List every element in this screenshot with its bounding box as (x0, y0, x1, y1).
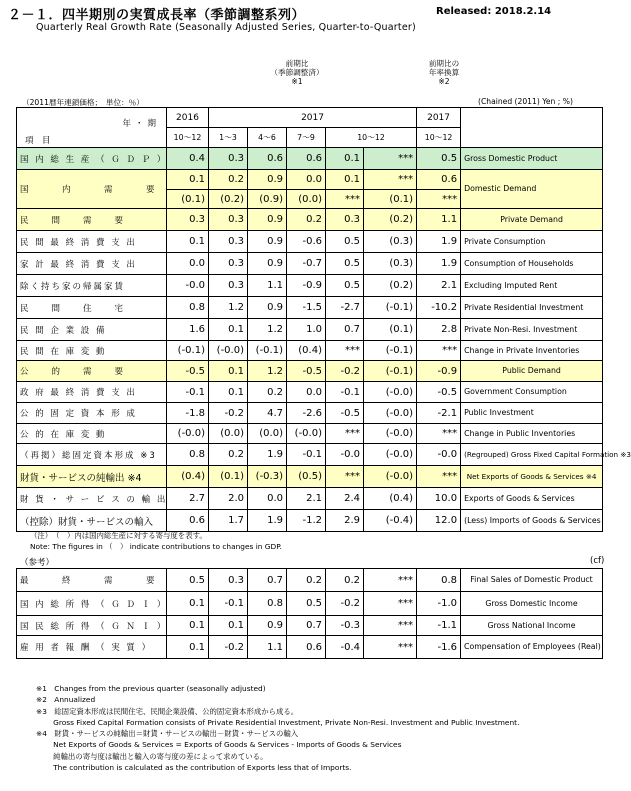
value-cell: -0.1 (209, 592, 248, 616)
annual-note-line: 年率換算 (428, 68, 460, 77)
value-cell: *** (364, 592, 417, 616)
page-subtitle: Quarterly Real Growth Rate (Seasonally Adjusted Series, Quarter-to-Quarter) (36, 22, 416, 33)
row-label-en: Compensation of Employees (Real) (461, 636, 603, 659)
table-row (17, 231, 603, 253)
value-cell: 0.2 (209, 444, 248, 466)
value-cell: -1.8 (167, 403, 209, 424)
value-cell: 0.7 (287, 616, 326, 636)
row-label-ja: 除く持ち家の帰属家賃 (17, 275, 167, 297)
value-cell: -0.2 (209, 403, 248, 424)
header-quarter: 10～12 (326, 128, 417, 148)
value-cell: (-0.0) (364, 382, 417, 403)
table-row (17, 466, 603, 488)
row-label-ja: 民 間 住 宅 (17, 297, 167, 319)
footnote: Net Exports of Goods & Services = Exports of Goods & Services - Imports of Goods & Services (36, 740, 402, 750)
header-row-label: 年・期 (122, 119, 160, 129)
reference-row (17, 616, 603, 636)
value-cell: 0.5 (287, 592, 326, 616)
value-cell: -2.1 (417, 403, 461, 424)
value-cell: 1.9 (417, 231, 461, 253)
value-cell: (0.4) (364, 488, 417, 510)
value-cell: *** (364, 636, 417, 659)
value-cell: 0.1 (209, 361, 248, 382)
value-cell: -0.2 (326, 361, 364, 382)
header-quarter: 10～12 (417, 128, 461, 148)
value-cell: *** (417, 424, 461, 444)
value-cell: 0.8 (417, 569, 461, 592)
table-row (17, 148, 603, 170)
value-cell: 2.8 (417, 319, 461, 341)
value-cell: -0.1 (326, 382, 364, 403)
value-cell: 0.1 (167, 636, 209, 659)
value-cell: (-0.1) (364, 341, 417, 361)
value-cell: 0.1 (167, 231, 209, 253)
value-cell: *** (326, 341, 364, 361)
value-cell: 0.1 (167, 170, 209, 190)
value-cell: (0.2) (209, 190, 248, 209)
value-cell: -0.9 (287, 275, 326, 297)
value-cell: *** (364, 148, 417, 170)
value-cell: 0.5 (326, 253, 364, 275)
header-en-blank (461, 108, 603, 148)
value-cell: (0.0) (287, 190, 326, 209)
row-label-ja: 民 間 在 庫 変 動 (17, 341, 167, 361)
value-cell: -1.2 (287, 510, 326, 532)
value-cell: -0.0 (167, 275, 209, 297)
row-label-ja: 国 民 総 所 得 （ Ｇ Ｎ Ｉ ） (17, 616, 167, 636)
table-row (17, 341, 603, 361)
value-cell: *** (326, 424, 364, 444)
value-cell: 0.0 (167, 253, 209, 275)
reference-row (17, 636, 603, 659)
value-cell: -10.2 (417, 297, 461, 319)
value-cell: 0.3 (326, 209, 364, 231)
value-cell: 0.2 (287, 569, 326, 592)
value-cell: (-0.3) (248, 466, 287, 488)
value-cell: (0.3) (364, 231, 417, 253)
value-cell: 0.5 (326, 275, 364, 297)
qoq-note (252, 59, 342, 86)
value-cell: (-0.4) (364, 510, 417, 532)
value-cell: 0.9 (248, 616, 287, 636)
row-label-en: Exports of Goods & Services (461, 488, 603, 510)
value-cell: 0.3 (209, 209, 248, 231)
value-cell: (-0.0) (209, 341, 248, 361)
header-quarter: 7～9 (287, 128, 326, 148)
row-label-en: Gross Domestic Product (461, 148, 603, 170)
value-cell: 1.0 (287, 319, 326, 341)
reference-table (16, 568, 603, 659)
value-cell: 1.1 (248, 636, 287, 659)
table-row (17, 253, 603, 275)
annual-note-line: ※2 (438, 77, 450, 86)
value-cell: 0.5 (417, 148, 461, 170)
table-row (17, 170, 603, 190)
table-row (17, 488, 603, 510)
value-cell: (0.3) (364, 253, 417, 275)
footnote: ※2 Annualized (36, 695, 96, 705)
table-row (17, 297, 603, 319)
row-label-ja: 最 終 需 要 (17, 569, 167, 592)
header-quarter: 1～3 (209, 128, 248, 148)
value-cell: 1.1 (417, 209, 461, 231)
value-cell: (0.9) (248, 190, 287, 209)
value-cell: 1.9 (248, 444, 287, 466)
value-cell: 1.2 (248, 319, 287, 341)
row-label-ja: 民 間 最 終 消 費 支 出 (17, 231, 167, 253)
value-cell: 2.9 (326, 510, 364, 532)
value-cell: *** (364, 170, 417, 190)
footnote: Gross Fixed Capital Formation consists of Private Residential Investment, Private Non-Resi. Investment and Public Investment. (36, 717, 520, 727)
value-cell: 0.1 (326, 170, 364, 190)
value-cell: 0.3 (167, 209, 209, 231)
table-row (17, 361, 603, 382)
value-cell: 0.2 (209, 170, 248, 190)
header-quarter: 10～12 (167, 128, 209, 148)
header-corner (17, 108, 167, 148)
value-cell: 0.6 (417, 170, 461, 190)
table-note (30, 530, 282, 552)
row-label-en: Gross National Income (461, 616, 603, 636)
value-cell: 0.3 (209, 231, 248, 253)
value-cell: -0.3 (326, 616, 364, 636)
value-cell: 0.6 (248, 148, 287, 170)
qoq-note-line: 前期比 (285, 59, 309, 68)
value-cell: 0.3 (209, 569, 248, 592)
value-cell: 0.8 (167, 444, 209, 466)
value-cell: (-0.1) (248, 341, 287, 361)
value-cell: 0.4 (167, 148, 209, 170)
value-cell: 2.1 (287, 488, 326, 510)
value-cell: -0.5 (167, 361, 209, 382)
row-label-en: Private Residential Investment (461, 297, 603, 319)
qoq-note-line: ※1 (291, 77, 303, 86)
value-cell: (-0.1) (364, 361, 417, 382)
value-cell: 0.9 (248, 170, 287, 190)
annual-note-line: 前期比の (428, 59, 460, 68)
release-date: Released: 2018.2.14 (436, 6, 552, 17)
value-cell: 0.6 (167, 510, 209, 532)
row-label-en: Gross Domestic Income (461, 592, 603, 616)
row-label-ja: 公 的 固 定 資 本 形 成 (17, 403, 167, 424)
value-cell: 0.8 (167, 297, 209, 319)
value-cell: -0.7 (287, 253, 326, 275)
value-cell: -0.6 (287, 231, 326, 253)
value-cell: 1.6 (167, 319, 209, 341)
value-cell: 0.9 (248, 297, 287, 319)
value-cell: 1.1 (248, 275, 287, 297)
row-label-ja: （控除）財貨・サービスの輸入 (17, 510, 167, 532)
value-cell: *** (417, 190, 461, 209)
value-cell: -0.5 (417, 382, 461, 403)
value-cell: -0.1 (287, 444, 326, 466)
row-label-en: (Less) Imports of Goods & Services (461, 510, 603, 532)
value-cell: 0.9 (248, 209, 287, 231)
value-cell: *** (417, 341, 461, 361)
value-cell: 0.3 (209, 253, 248, 275)
row-label-en: Private Demand (461, 209, 603, 231)
value-cell: -2.7 (326, 297, 364, 319)
value-cell: (-0.0) (364, 466, 417, 488)
footnote: ※3 総固定資本形成は民間住宅、民間企業設備、公的固定資本形成から成る。 (36, 706, 299, 716)
value-cell: *** (364, 569, 417, 592)
footnote: ※1 Changes from the previous quarter (seasonally adjusted) (36, 684, 266, 693)
value-cell: 0.3 (209, 275, 248, 297)
table-row (17, 510, 603, 532)
value-cell: (0.2) (364, 209, 417, 231)
table-row (17, 403, 603, 424)
table-row (17, 424, 603, 444)
footnote: 純輸出の寄与度は輸出と輸入の寄与度の差によって求めている。 (36, 751, 268, 761)
row-label-en: Public Demand (461, 361, 603, 382)
table-note-en: Note: The figures in （ ） indicate contributions to changes in GDP. (30, 542, 282, 551)
value-cell: 0.2 (287, 209, 326, 231)
value-cell: -0.2 (326, 592, 364, 616)
value-cell: *** (417, 466, 461, 488)
value-cell: 0.7 (248, 569, 287, 592)
value-cell: 0.0 (287, 170, 326, 190)
row-label-en: Net Exports of Goods & Services ※4 (461, 466, 603, 488)
table-row (17, 382, 603, 403)
value-cell: 0.1 (209, 616, 248, 636)
value-cell: (0.0) (248, 424, 287, 444)
value-cell: (0.4) (167, 466, 209, 488)
value-cell: (-0.0) (167, 424, 209, 444)
row-label-en: Change in Private Inventories (461, 341, 603, 361)
value-cell: 2.7 (167, 488, 209, 510)
value-cell: 2.0 (209, 488, 248, 510)
value-cell: -1.0 (417, 592, 461, 616)
value-cell: -1.5 (287, 297, 326, 319)
value-cell: 0.0 (287, 382, 326, 403)
value-cell: 0.1 (209, 382, 248, 403)
value-cell: (-0.1) (364, 297, 417, 319)
value-cell: 0.3 (209, 148, 248, 170)
value-cell: 1.7 (209, 510, 248, 532)
row-label-ja: 民 間 需 要 (17, 209, 167, 231)
row-label-ja: 公 的 需 要 (17, 361, 167, 382)
value-cell: 1.9 (417, 253, 461, 275)
value-cell: 2.1 (417, 275, 461, 297)
row-label-en: Final Sales of Domestic Product (461, 569, 603, 592)
value-cell: 0.0 (248, 488, 287, 510)
row-label-ja: 国 内 需 要 (17, 170, 167, 209)
value-cell: (0.1) (364, 319, 417, 341)
value-cell: -0.0 (417, 444, 461, 466)
row-label-ja: 民 間 企 業 設 備 (17, 319, 167, 341)
value-cell: -0.2 (209, 636, 248, 659)
value-cell: (-0.0) (364, 444, 417, 466)
value-cell: (0.1) (167, 190, 209, 209)
value-cell: -0.0 (326, 444, 364, 466)
value-cell: 0.1 (167, 616, 209, 636)
value-cell: -0.5 (287, 361, 326, 382)
value-cell: (-0.1) (167, 341, 209, 361)
header-year-2017: 2017 (209, 108, 417, 128)
value-cell: 4.7 (248, 403, 287, 424)
value-cell: 2.4 (326, 488, 364, 510)
value-cell: -2.6 (287, 403, 326, 424)
table-row (17, 275, 603, 297)
value-cell: 0.2 (326, 569, 364, 592)
reference-row (17, 592, 603, 616)
value-cell: (0.2) (364, 275, 417, 297)
table-row (17, 209, 603, 231)
value-cell: *** (326, 190, 364, 209)
value-cell: 0.6 (287, 148, 326, 170)
value-cell: (0.1) (209, 466, 248, 488)
qoq-note-line: （季節調整済） (270, 68, 324, 77)
value-cell: -0.9 (417, 361, 461, 382)
value-cell: (-0.0) (364, 403, 417, 424)
row-label-en: Change in Public Inventories (461, 424, 603, 444)
value-cell: 1.2 (209, 297, 248, 319)
value-cell: 1.2 (248, 361, 287, 382)
row-label-ja: 公 的 在 庫 変 動 (17, 424, 167, 444)
row-label-ja: （再掲）総固定資本形成 ※3 (17, 444, 167, 466)
value-cell: -0.4 (326, 636, 364, 659)
value-cell: 0.7 (326, 319, 364, 341)
table-note-ja: （注） （ ）内は国内総生産に対する寄与度を表す。 (30, 531, 207, 540)
header-year-2017-annual: 2017 (417, 108, 461, 128)
reference-table-body (17, 569, 603, 659)
row-label-ja: 国 内 総 所 得 （ Ｇ Ｄ Ｉ ） (17, 592, 167, 616)
row-label-ja: 家 計 最 終 消 費 支 出 (17, 253, 167, 275)
row-label-en: Private Non-Resi. Investment (461, 319, 603, 341)
row-label-en: Consumption of Households (461, 253, 603, 275)
value-cell: 0.6 (287, 636, 326, 659)
footnote: ※4 財貨・サービスの純輸出＝財貨・サービスの輸出－財貨・サービスの輸入 (36, 729, 299, 739)
row-label-en: Government Consumption (461, 382, 603, 403)
value-cell: 0.9 (248, 231, 287, 253)
value-cell: 12.0 (417, 510, 461, 532)
reference-label: （参考） (20, 558, 55, 568)
unit-label-en: (Chained (2011) Yen ; %) (478, 97, 573, 106)
growth-rate-table (16, 107, 631, 532)
value-cell: 0.1 (167, 592, 209, 616)
value-cell: (-0.0) (287, 424, 326, 444)
header-year-2016: 2016 (167, 108, 209, 128)
row-label-en: Domestic Demand (461, 170, 603, 209)
table-row (17, 444, 603, 466)
row-label-ja: 財 貨 ・ サ ー ビ ス の 輸 出 (17, 488, 167, 510)
footnote: The contribution is calculated as the contribution of Exports less that of Imports. (36, 763, 352, 773)
value-cell: -0.1 (167, 382, 209, 403)
page-title: ２－１．四半期別の実質成長率（季節調整系列） (8, 8, 306, 23)
value-cell: 0.9 (248, 253, 287, 275)
value-cell: 1.9 (248, 510, 287, 532)
value-cell: *** (364, 616, 417, 636)
value-cell: 0.1 (326, 148, 364, 170)
value-cell: (0.0) (209, 424, 248, 444)
value-cell: (0.5) (287, 466, 326, 488)
value-cell: -1.1 (417, 616, 461, 636)
value-cell: 0.1 (209, 319, 248, 341)
row-label-en: Public Investment (461, 403, 603, 424)
row-label-en: Private Consumption (461, 231, 603, 253)
footnotes (36, 683, 519, 773)
cf-label: (cf) (590, 556, 605, 566)
value-cell: 0.2 (248, 382, 287, 403)
value-cell: (-0.0) (364, 424, 417, 444)
value-cell: (0.4) (287, 341, 326, 361)
value-cell: 0.5 (326, 231, 364, 253)
row-label-en: Excluding Imputed Rent (461, 275, 603, 297)
row-label-en: (Regrouped) Gross Fixed Capital Formation ※3 (461, 444, 603, 466)
table-row (17, 319, 603, 341)
value-cell: (0.1) (364, 190, 417, 209)
value-cell: *** (326, 466, 364, 488)
header-item-label: 項 目 (25, 136, 51, 146)
value-cell: 0.8 (248, 592, 287, 616)
value-cell: 10.0 (417, 488, 461, 510)
row-label-ja: 国 内 総 生 産 （ Ｇ Ｄ Ｐ ） (17, 148, 167, 170)
row-label-ja: 雇 用 者 報 酬 （ 実 質 ） (17, 636, 167, 659)
main-table-body (17, 148, 631, 532)
unit-label-ja: （2011暦年連鎖価格； 単位：％） (22, 98, 144, 107)
row-label-ja: 財貨・サービスの純輸出 ※4 (17, 466, 167, 488)
value-cell: -0.5 (326, 403, 364, 424)
annual-note (416, 59, 472, 86)
value-cell: 0.5 (167, 569, 209, 592)
header-quarter: 4～6 (248, 128, 287, 148)
reference-row (17, 569, 603, 592)
row-label-ja: 政 府 最 終 消 費 支 出 (17, 382, 167, 403)
value-cell: -1.6 (417, 636, 461, 659)
